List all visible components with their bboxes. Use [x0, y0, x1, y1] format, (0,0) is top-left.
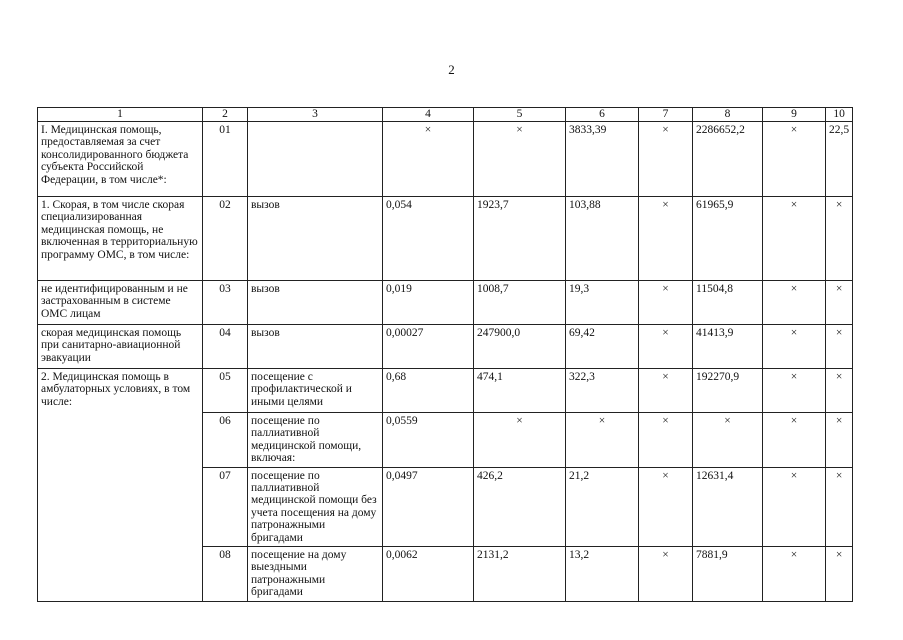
cell: 1008,7 — [474, 281, 566, 325]
header-cell: 1 — [38, 108, 203, 122]
cell: × — [826, 413, 853, 468]
cell: × — [474, 122, 566, 197]
cell: 0,68 — [383, 369, 474, 413]
cell: 426,2 — [474, 467, 566, 546]
row-code: 02 — [203, 197, 248, 281]
header-cell: 2 — [203, 108, 248, 122]
unit-cell: посещение по паллиативной медицинской помощи, включая: — [248, 413, 383, 468]
cell: × — [763, 369, 826, 413]
cell: 41413,9 — [693, 325, 763, 369]
cell: × — [763, 197, 826, 281]
table-row — [38, 325, 853, 369]
cell: × — [639, 467, 693, 546]
cell: 0,00027 — [383, 325, 474, 369]
header-cell: 9 — [763, 108, 826, 122]
cell: × — [763, 122, 826, 197]
cell: 192270,9 — [693, 369, 763, 413]
cell: 69,42 — [566, 325, 639, 369]
cell: × — [474, 413, 566, 468]
cell: 22,5 — [826, 122, 853, 197]
cell: × — [639, 325, 693, 369]
unit-cell: посещение на дому выездными патронажными бригадами — [248, 547, 383, 602]
header-cell: 5 — [474, 108, 566, 122]
cell: × — [639, 369, 693, 413]
cell: 7881,9 — [693, 547, 763, 602]
unit-cell: вызов — [248, 325, 383, 369]
cell: × — [826, 325, 853, 369]
row-label: скорая медицинская помощь при санитарно-авиационной эвакуации — [38, 325, 203, 369]
row-label: 1. Скорая, в том числе скорая специализированная медицинская помощь, не включенная в территориальную программу ОМС, в том числе: — [38, 197, 203, 281]
row-code: 07 — [203, 467, 248, 546]
cell: 13,2 — [566, 547, 639, 602]
page-number: 2 — [448, 62, 455, 77]
header-cell: 7 — [639, 108, 693, 122]
unit-cell: посещение с профилактической и иными целями — [248, 369, 383, 413]
row-label: не идентифицированным и не застрахованным в системе ОМС лицам — [38, 281, 203, 325]
cell: × — [763, 547, 826, 602]
cell: × — [693, 413, 763, 468]
cell: × — [639, 547, 693, 602]
unit-cell: вызов — [248, 197, 383, 281]
cell: × — [566, 413, 639, 468]
cell: × — [826, 281, 853, 325]
header-row — [38, 108, 853, 122]
cell: 19,3 — [566, 281, 639, 325]
table-row — [38, 369, 853, 413]
cell: × — [639, 197, 693, 281]
cell: 0,0559 — [383, 413, 474, 468]
cell: 21,2 — [566, 467, 639, 546]
cell: 61965,9 — [693, 197, 763, 281]
row-code: 08 — [203, 547, 248, 602]
table-row — [38, 281, 853, 325]
cell: 103,88 — [566, 197, 639, 281]
cell: 2286652,2 — [693, 122, 763, 197]
cell: × — [826, 197, 853, 281]
header-cell: 3 — [248, 108, 383, 122]
cell: 0,0062 — [383, 547, 474, 602]
row-code: 06 — [203, 413, 248, 468]
unit-cell — [248, 122, 383, 197]
cell: × — [763, 413, 826, 468]
cell: × — [826, 369, 853, 413]
cell: 2131,2 — [474, 547, 566, 602]
cell: × — [639, 122, 693, 197]
row-label: 2. Медицинская помощь в амбулаторных условиях, в том числе: — [38, 369, 203, 602]
cell: × — [639, 413, 693, 468]
cell: 247900,0 — [474, 325, 566, 369]
header-cell: 10 — [826, 108, 853, 122]
cell: 11504,8 — [693, 281, 763, 325]
cell: × — [763, 281, 826, 325]
cell: × — [383, 122, 474, 197]
row-label: I. Медицинская помощь, предоставляемая за счет консолидированного бюджета субъекта Российской Федерации, в том числе*: — [38, 122, 203, 197]
cell: 474,1 — [474, 369, 566, 413]
cell: 3833,39 — [566, 122, 639, 197]
cell: × — [639, 281, 693, 325]
cell: 1923,7 — [474, 197, 566, 281]
cell: × — [826, 547, 853, 602]
table-row — [38, 197, 853, 281]
cell: × — [826, 467, 853, 546]
row-code: 05 — [203, 369, 248, 413]
unit-cell: посещение по паллиативной медицинской помощи без учета посещения на дому патронажными бригадами — [248, 467, 383, 546]
table-row — [38, 122, 853, 197]
row-code: 04 — [203, 325, 248, 369]
header-cell: 4 — [383, 108, 474, 122]
cell: 0,054 — [383, 197, 474, 281]
cell: × — [763, 325, 826, 369]
unit-cell: вызов — [248, 281, 383, 325]
cell: 322,3 — [566, 369, 639, 413]
row-code: 01 — [203, 122, 248, 197]
data-table — [37, 107, 853, 602]
cell: 0,019 — [383, 281, 474, 325]
cell: × — [763, 467, 826, 546]
cell: 12631,4 — [693, 467, 763, 546]
header-cell: 6 — [566, 108, 639, 122]
header-cell: 8 — [693, 108, 763, 122]
row-code: 03 — [203, 281, 248, 325]
cell: 0,0497 — [383, 467, 474, 546]
